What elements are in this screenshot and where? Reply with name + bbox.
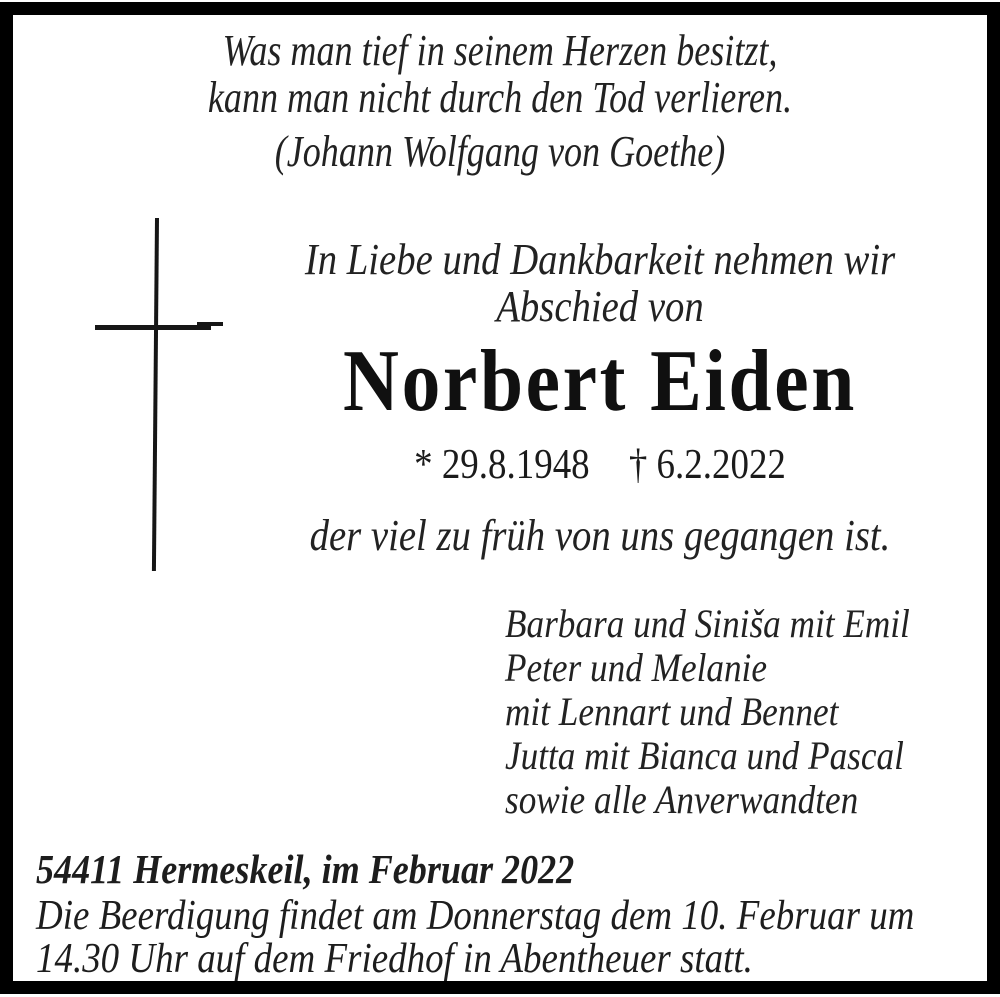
- funeral-info-line-1: Die Beerdigung findet am Donnerstag dem 10. Februar um: [36, 893, 915, 939]
- deceased-name: Norbert Eiden: [343, 333, 857, 430]
- epigraph-line-1: Was man tief in seinem Herzen besitzt,: [222, 26, 778, 75]
- announcement-block: [248, 236, 952, 559]
- cross-horizontal-bar: [95, 325, 211, 330]
- epigraph-line-2: kann man nicht durch den Tod verlieren.: [207, 73, 793, 122]
- cross-horizontal-bar-overstroke: [197, 322, 223, 326]
- cross-icon: [95, 215, 225, 575]
- mourner-line: Peter und Melanie: [505, 645, 767, 690]
- funeral-info-line-2: 14.30 Uhr auf dem Friedhof in Abentheuer statt.: [36, 936, 753, 982]
- goethe-attribution: (Johann Wolfgang von Goethe): [274, 127, 726, 176]
- mourners-list: [505, 602, 910, 822]
- life-dates: [248, 442, 952, 488]
- death-date: † 6.2.2022: [628, 442, 786, 488]
- mourner-line: mit Lennart und Bennet: [505, 689, 839, 734]
- mourner-line: Barbara und Siniša mit Emil: [505, 601, 910, 646]
- cross-vertical-bar: [152, 218, 159, 571]
- mourner-line: Jutta mit Bianca und Pascal: [505, 733, 904, 778]
- farewell-intro-line-2: Abschied von: [496, 282, 704, 331]
- farewell-line: der viel zu früh von uns gegangen ist.: [309, 511, 891, 560]
- place-date-line: 54411 Hermeskeil, im Februar 2022: [36, 846, 575, 892]
- farewell-intro-line-1: In Liebe und Dankbarkeit nehmen wir: [304, 235, 896, 284]
- birth-date: * 29.8.1948: [414, 442, 590, 488]
- footer-block: [36, 848, 951, 981]
- epigraph: [90, 27, 910, 175]
- mourner-line: sowie alle Anverwandten: [505, 777, 859, 822]
